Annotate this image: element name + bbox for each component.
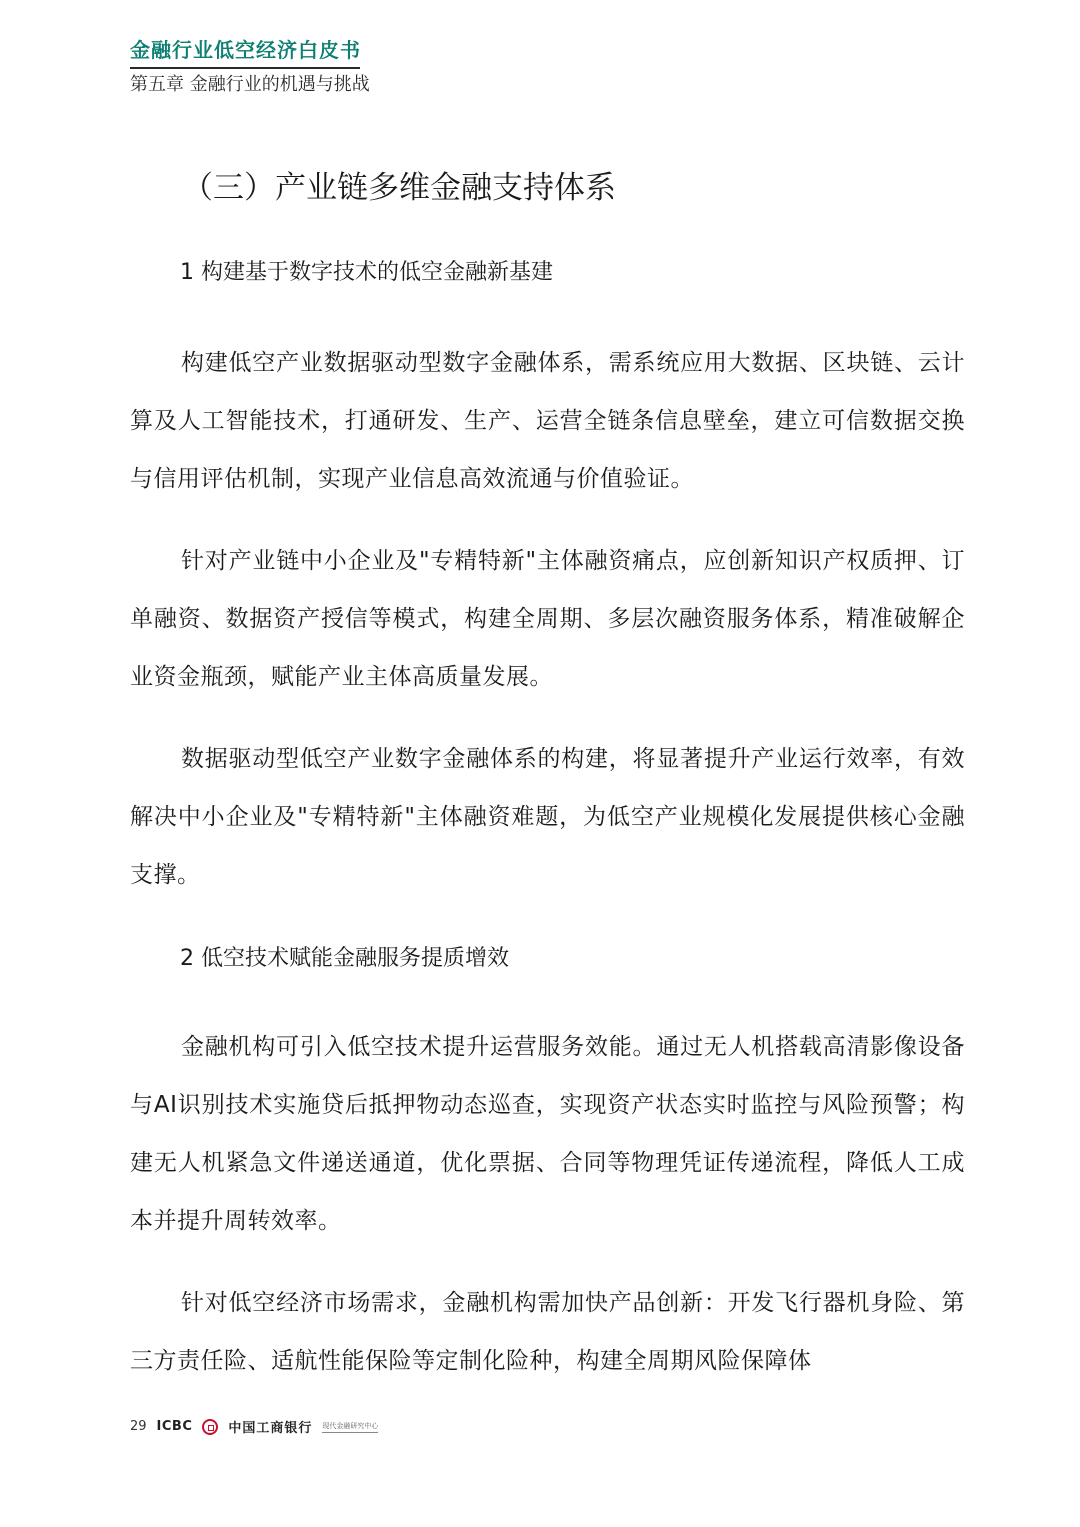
paragraph-1: 构建低空产业数据驱动型数字金融体系，需系统应用大数据、区块链、云计算及人工智能技术，打通研发、生产、运营全链条信息壁垒，建立可信数据交换与信用评估机制，实现产业信息高效流通与价值验证。 [130,350,965,492]
page-header [130,36,490,97]
paragraph-4: 金融机构可引入低空技术提升运营服务效能。通过无人机搭载高清影像设备与AI识别技术实施贷后抵押物动态巡查，实现资产状态实时监控与风险预警；构建无人机紧急文件递送通道，优化票据、合同等物理凭证传递流程，降低人工成本并提升周转效率。 [130,1034,965,1234]
bank-name: 中国工商银行 [228,1421,313,1436]
chapter-title: 第五章 金融行业的机遇与挑战 [130,74,370,95]
paragraph-3: 数据驱动型低空产业数字金融体系的构建，将显著提升产业运行效率，有效解决中小企业及"专精特新"主体融资难题，为低空产业规模化发展提供核心金融支撑。 [130,746,965,888]
icbc-brand: ICBC [156,1419,193,1434]
subsection-heading-1: 1 构建基于数字技术的低空金融新基建 [180,260,553,285]
paragraph-5: 针对低空经济市场需求，金融机构需加快产品创新：开发飞行器机身险、第三方责任险、适航性能保险等定制化险种，构建全周期风险保障体 [130,1290,965,1374]
bank-subtitle: 现代金融研究中心 [322,1421,378,1433]
document-title: 金融行业低空经济白皮书 [130,38,361,62]
header-divider [130,67,360,69]
page-footer [130,1417,378,1436]
paragraph-2: 针对产业链中小企业及"专精特新"主体融资痛点，应创新知识产权质押、订单融资、数据资产授信等模式，构建全周期、多层次融资服务体系，精准破解企业资金瓶颈，赋能产业主体高质量发展。 [130,548,965,690]
icbc-logo-icon [202,1419,218,1435]
page-number: 29 [130,1419,147,1434]
subsection-heading-2: 2 低空技术赋能金融服务提质增效 [180,946,509,971]
section-title: （三）产业链多维金融支持体系 [182,170,616,206]
page-content [130,165,965,1390]
